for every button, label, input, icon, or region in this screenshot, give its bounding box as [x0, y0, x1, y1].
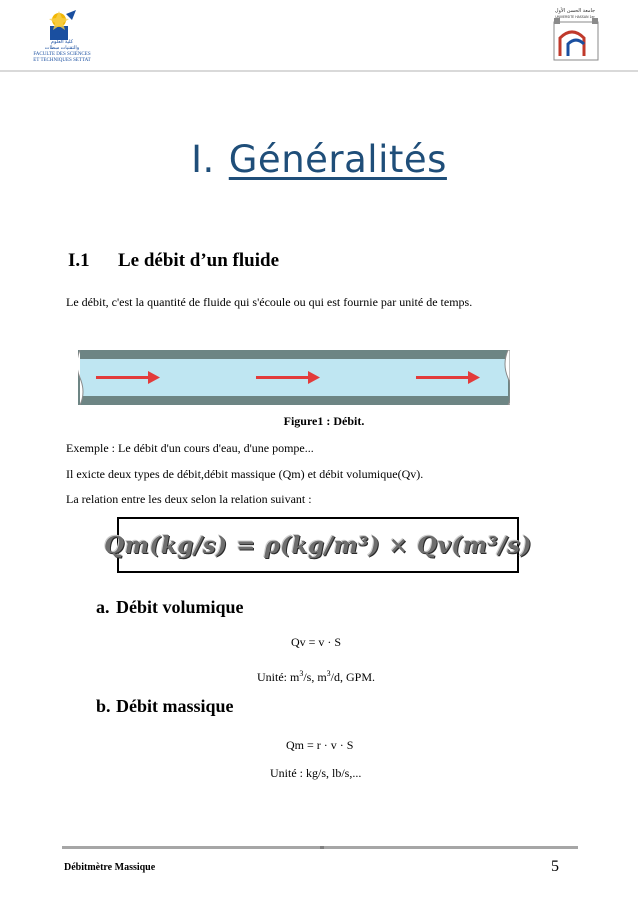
qv-units-prefix: Unité: m	[257, 670, 300, 684]
page-number: 5	[551, 858, 559, 875]
qv-units-exponent: 3	[299, 669, 304, 678]
qv-units-exponent: 3	[326, 669, 331, 678]
qv-units	[257, 670, 375, 684]
heading-debit-volumique	[96, 597, 244, 618]
heading-letter: b.	[96, 696, 111, 716]
qm-formula: Qm = r · v · S	[286, 738, 354, 752]
chapter-title	[0, 138, 638, 181]
university-logo	[540, 6, 610, 62]
university-emblem-icon	[554, 18, 598, 60]
heading-letter: a.	[96, 597, 110, 617]
mass-flow-formula: Qm(kg/s) = ρ(kg/m³) × Qv(m³/s)	[104, 531, 532, 559]
faculty-logo-text: كلية العلوم والتقنيات سطات FACULTE DES SCIENCES ET TECHNIQUES SETTAT	[33, 40, 91, 63]
footer-divider	[62, 846, 578, 849]
section-heading	[68, 250, 279, 272]
heading-text: Débit massique	[116, 696, 234, 716]
heading-debit-massique	[96, 696, 234, 717]
formula-box	[104, 517, 532, 573]
qv-units-mid: /s, m	[303, 670, 327, 684]
pipe-flow-figure	[78, 350, 510, 405]
university-logo-arabic: جامعة الحسن الأول	[554, 8, 596, 14]
university-logo-latin: UNIVERSITE HASSAN 1er	[555, 15, 595, 19]
qv-formula: Qv = v · S	[291, 635, 342, 649]
types-paragraph: Il exicte deux types de débit,débit massique (Qm) et débit volumique(Qv).	[66, 467, 424, 481]
heading-text: Débit volumique	[116, 597, 244, 617]
emblem-icon	[49, 10, 76, 40]
chapter-title-text: Généralités	[228, 138, 447, 181]
chapter-number: I.	[191, 138, 215, 181]
qm-units: Unité : kg/s, lb/s,...	[270, 766, 362, 780]
qv-units-suffix: /d, GPM.	[330, 670, 376, 684]
example-paragraph: Exemple : Le débit d'un cours d'eau, d'une pompe...	[66, 441, 314, 455]
definition-paragraph: Le débit, c'est la quantité de fluide qui s'écoule ou qui est fournie par unité de temps.	[66, 295, 473, 309]
section-number: I.1	[68, 250, 90, 271]
relation-paragraph: La relation entre les deux selon la relation suivant :	[66, 492, 312, 506]
figure-caption: Figure1 : Débit.	[283, 414, 365, 428]
header-divider	[0, 70, 638, 72]
section-title: Le débit d’un fluide	[118, 250, 280, 271]
footer-title: Débitmètre Massique	[64, 862, 156, 873]
